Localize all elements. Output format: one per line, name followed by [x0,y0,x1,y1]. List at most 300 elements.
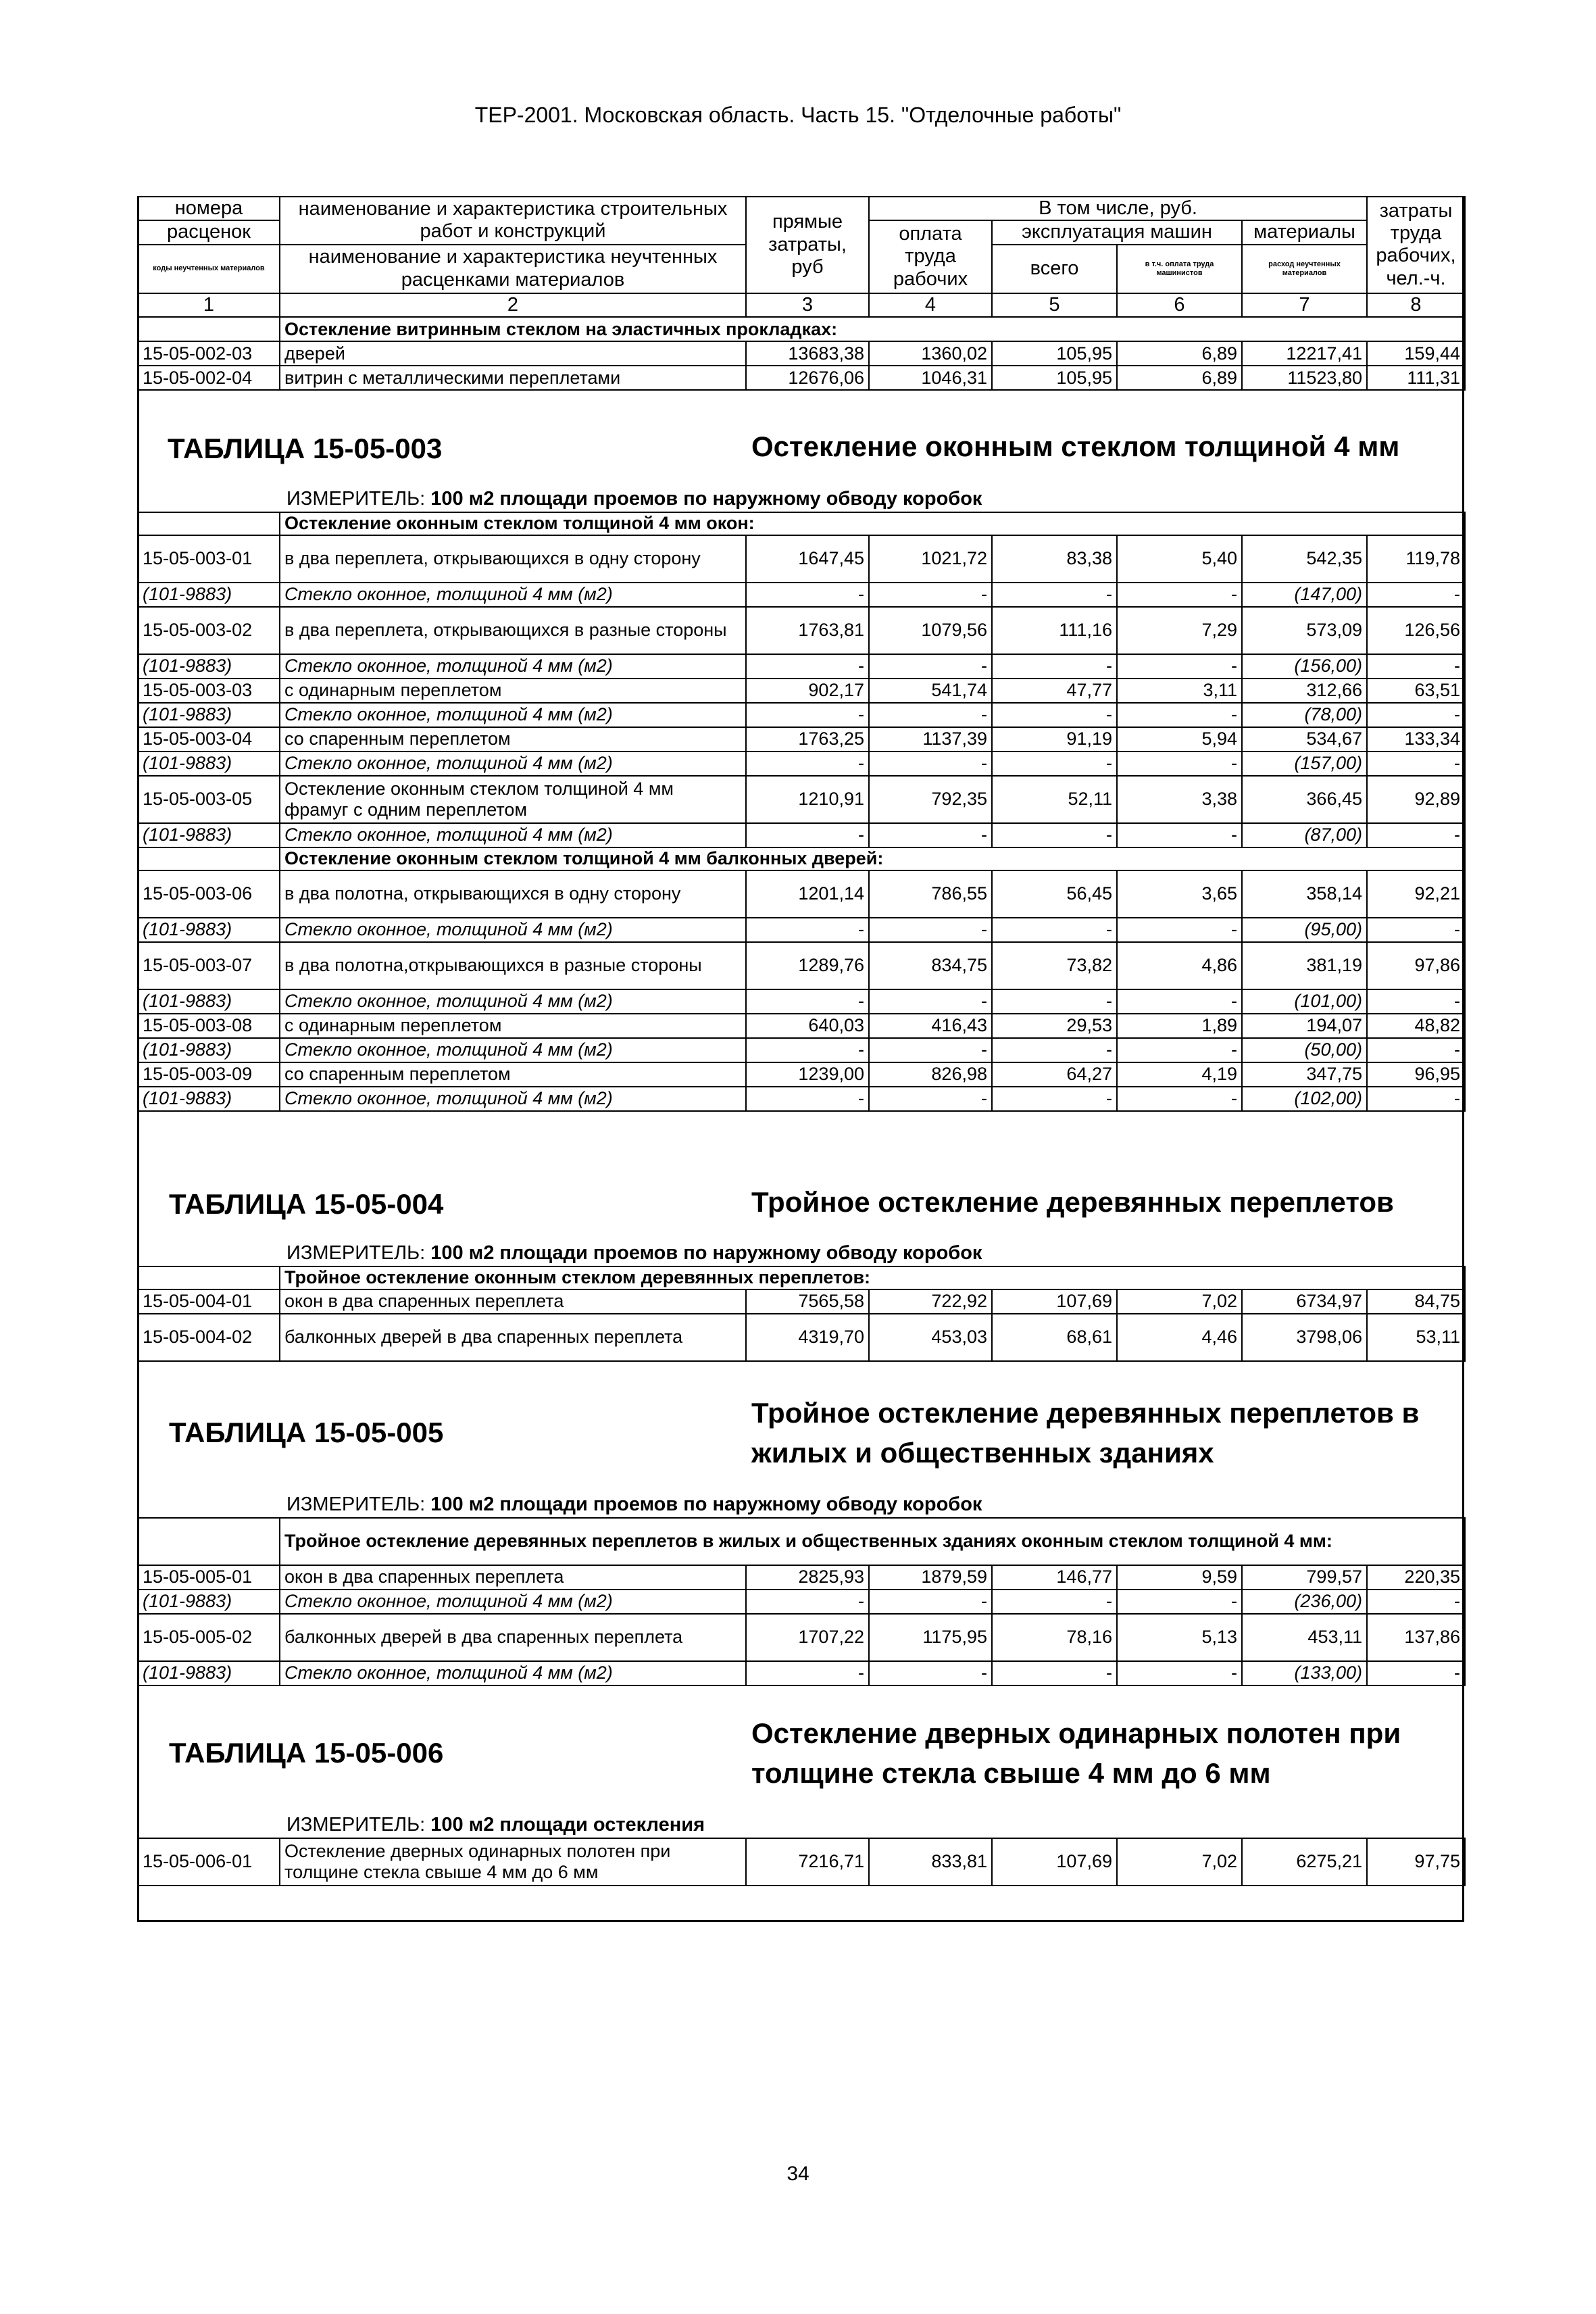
row-name: окон в два спаренных переплета [280,1565,746,1590]
table-006-title: ТАБЛИЦА 15-05-006 [169,1737,444,1769]
header-num-4: 4 [869,293,992,317]
section-heading: Остекление витринным стеклом на эластичных прокладках: [280,317,1465,341]
material-quantity: (157,00) [1242,752,1367,776]
table-row [138,776,1465,823]
row-labor-hours: 92,89 [1367,776,1465,823]
row-code: 15-05-003-09 [138,1062,280,1087]
material-dash: - [746,823,869,847]
table-005-measure [286,1494,982,1516]
row-direct-costs: 1763,25 [746,727,869,752]
description-line: жилых и общественных зданиях [751,1436,1214,1469]
material-name: Стекло оконное, толщиной 4 мм (м2) [280,823,746,847]
table-row [138,341,1465,366]
material-dash: - [746,1590,869,1614]
row-materials: 381,19 [1242,942,1367,989]
table-006-grid [137,1838,1466,1886]
material-quantity: (95,00) [1242,918,1367,942]
row-machines-total: 91,19 [992,727,1117,752]
description-line: Остекление дверных одинарных полотен при [751,1717,1401,1749]
row-machinist-pay: 3,38 [1117,776,1242,823]
material-dash: - [746,1038,869,1062]
row-labor-hours: 48,82 [1367,1014,1465,1038]
material-dash: - [1117,752,1242,776]
material-name: Стекло оконное, толщиной 4 мм (м2) [280,752,746,776]
material-dash: - [746,1661,869,1685]
row-labor-hours: 126,56 [1367,607,1465,654]
material-dash: - [869,654,992,679]
table-003-grid [137,512,1466,1112]
row-direct-costs: 1289,76 [746,942,869,989]
material-name: Стекло оконное, толщиной 4 мм (м2) [280,583,746,607]
header-num-7: 7 [1242,293,1367,317]
material-code: (101-9883) [138,654,280,679]
material-quantity: (147,00) [1242,583,1367,607]
row-name: дверей [280,341,746,366]
row-labor-hours: 63,51 [1367,679,1465,703]
material-dash: - [992,1590,1117,1614]
row-labor-hours: 220,35 [1367,1565,1465,1590]
material-dash: - [1367,989,1465,1014]
header-num-8: 8 [1367,293,1465,317]
table-row [138,1289,1465,1314]
material-dash: - [992,752,1117,776]
section-heading: Тройное остекление оконным стеклом деревянных переплетов: [280,1266,1465,1289]
row-labor-pay: 453,03 [869,1314,992,1361]
header-col1-bottom: коды неучтенных материалов [138,245,280,293]
material-dash: - [1367,752,1465,776]
header-num-1: 1 [138,293,280,317]
table-005-title: ТАБЛИЦА 15-05-005 [169,1417,444,1448]
material-row [138,823,1465,847]
row-labor-hours: 97,75 [1367,1838,1465,1886]
material-dash: - [992,989,1117,1014]
material-dash: - [992,703,1117,727]
material-name: Стекло оконное, толщиной 4 мм (м2) [280,1590,746,1614]
material-dash: - [992,823,1117,847]
row-name: окон в два спаренных переплета [280,1289,746,1314]
material-row [138,654,1465,679]
measure-text: 100 м2 площади проемов по наружному обводу коробок [430,1242,982,1264]
row-code: 15-05-006-01 [138,1838,280,1886]
material-dash: - [869,1661,992,1685]
row-labor-pay: 416,43 [869,1014,992,1038]
row-name: в два полотна, открывающихся в одну сторону [280,870,746,918]
measure-label: ИЗМЕРИТЕЛЬ: [286,488,426,510]
table-row [138,535,1465,583]
material-code: (101-9883) [138,1087,280,1111]
row-machines-total: 107,69 [992,1838,1117,1886]
row-labor-pay: 722,92 [869,1289,992,1314]
header-col1-top: номера [138,197,280,220]
row-name: балконных дверей в два спаренных переплета [280,1314,746,1361]
row-code: 15-05-003-03 [138,679,280,703]
material-dash: - [1367,654,1465,679]
row-direct-costs: 1707,22 [746,1614,869,1661]
row-machinist-pay: 3,11 [1117,679,1242,703]
table-004-title: ТАБЛИЦА 15-05-004 [169,1188,444,1220]
row-direct-costs: 7216,71 [746,1838,869,1886]
row-materials: 312,66 [1242,679,1367,703]
table-006-measure [286,1814,705,1836]
table-row [138,1314,1465,1361]
row-machinist-pay: 6,89 [1117,341,1242,366]
material-name: Стекло оконное, толщиной 4 мм (м2) [280,918,746,942]
row-code: 15-05-002-03 [138,341,280,366]
row-machinist-pay: 7,02 [1117,1289,1242,1314]
row-machines-total: 52,11 [992,776,1117,823]
material-dash: - [1117,823,1242,847]
row-machines-total: 47,77 [992,679,1117,703]
material-code: (101-9883) [138,918,280,942]
measure-label: ИЗМЕРИТЕЛЬ: [286,1814,426,1836]
header-col2-bottom: наименование и характеристика неучтенных расценками материалов [280,245,746,293]
row-direct-costs: 640,03 [746,1014,869,1038]
row-machinist-pay: 5,13 [1117,1614,1242,1661]
material-dash: - [746,583,869,607]
material-dash: - [746,703,869,727]
row-labor-hours: 159,44 [1367,341,1465,366]
row-materials: 347,75 [1242,1062,1367,1087]
section-heading: Остекление оконным стеклом толщиной 4 мм балконных дверей: [280,847,1465,870]
material-quantity: (87,00) [1242,823,1367,847]
description-line: Тройное остекление деревянных переплетов в [751,1397,1420,1429]
material-name: Стекло оконное, толщиной 4 мм (м2) [280,1087,746,1111]
row-direct-costs: 1239,00 [746,1062,869,1087]
page-number: 34 [787,2163,809,2185]
row-machinist-pay: 4,86 [1117,942,1242,989]
row-machines-total: 105,95 [992,341,1117,366]
row-labor-pay: 1175,95 [869,1614,992,1661]
material-dash: - [992,1087,1117,1111]
row-direct-costs: 2825,93 [746,1565,869,1590]
row-labor-pay: 1879,59 [869,1565,992,1590]
material-row [138,918,1465,942]
row-machinist-pay: 4,46 [1117,1314,1242,1361]
description-line: толщине стекла свыше 4 мм до 6 мм [751,1756,1271,1789]
material-dash: - [1367,1590,1465,1614]
column-header-table [137,196,1466,391]
material-quantity: (133,00) [1242,1661,1367,1685]
row-direct-costs: 1763,81 [746,607,869,654]
header-num-2: 2 [280,293,746,317]
row-labor-pay: 1137,39 [869,727,992,752]
row-materials: 194,07 [1242,1014,1367,1038]
material-dash: - [1117,1590,1242,1614]
header-num-5: 5 [992,293,1117,317]
material-code: (101-9883) [138,823,280,847]
row-code: 15-05-003-07 [138,942,280,989]
row-code: 15-05-005-01 [138,1565,280,1590]
row-code: 15-05-004-02 [138,1314,280,1361]
table-005-grid [137,1517,1466,1686]
row-labor-pay: 834,75 [869,942,992,989]
material-row [138,1590,1465,1614]
material-dash: - [992,583,1117,607]
row-labor-hours: 53,11 [1367,1314,1465,1361]
table-004-measure [286,1242,982,1264]
table-006-description [751,1714,1401,1794]
header-col1-mid: расценок [138,220,280,244]
header-col6: в т.ч. оплата труда машинистов [1117,245,1242,293]
material-dash: - [1117,918,1242,942]
material-dash: - [869,752,992,776]
row-materials: 366,45 [1242,776,1367,823]
row-materials: 6734,97 [1242,1289,1367,1314]
table-003-measure [286,488,982,510]
row-code: 15-05-003-01 [138,535,280,583]
row-name: с одинарным переплетом [280,679,746,703]
row-labor-pay: 1079,56 [869,607,992,654]
row-machinist-pay: 5,40 [1117,535,1242,583]
material-dash: - [992,1038,1117,1062]
row-name: со спаренным переплетом [280,727,746,752]
material-dash: - [746,918,869,942]
header-num-3: 3 [746,293,869,317]
material-quantity: (50,00) [1242,1038,1367,1062]
material-quantity: (101,00) [1242,989,1367,1014]
row-machines-total: 78,16 [992,1614,1117,1661]
material-code: (101-9883) [138,1661,280,1685]
table-row [138,870,1465,918]
material-row [138,989,1465,1014]
material-name: Стекло оконное, толщиной 4 мм (м2) [280,1038,746,1062]
row-machinist-pay: 1,89 [1117,1014,1242,1038]
row-direct-costs: 7565,58 [746,1289,869,1314]
row-machinist-pay: 9,59 [1117,1565,1242,1590]
row-labor-pay: 1360,02 [869,341,992,366]
row-name: балконных дверей в два спаренных переплета [280,1614,746,1661]
measure-text: 100 м2 площади остекления [430,1814,705,1836]
material-dash: - [1117,703,1242,727]
row-direct-costs: 12676,06 [746,366,869,390]
material-dash: - [1367,583,1465,607]
material-code: (101-9883) [138,583,280,607]
material-quantity: (78,00) [1242,703,1367,727]
row-labor-hours: 133,34 [1367,727,1465,752]
material-row [138,583,1465,607]
table-004-description: Тройное остекление деревянных переплетов [751,1186,1394,1218]
material-dash: - [869,1038,992,1062]
row-machines-total: 29,53 [992,1014,1117,1038]
material-dash: - [869,1590,992,1614]
material-dash: - [746,989,869,1014]
row-machinist-pay: 7,29 [1117,607,1242,654]
table-004-grid [137,1266,1466,1362]
material-name: Стекло оконное, толщиной 4 мм (м2) [280,654,746,679]
material-row [138,703,1465,727]
header-col4: оплата труда рабочих [869,220,992,293]
row-machines-total: 107,69 [992,1289,1117,1314]
row-machinist-pay: 5,94 [1117,727,1242,752]
row-machines-total: 64,27 [992,1062,1117,1087]
header-machines: эксплуатация машин [992,220,1242,244]
row-code: 15-05-003-06 [138,870,280,918]
row-name: Остекление дверных одинарных полотен при толщине стекла свыше 4 мм до 6 мм [280,1838,746,1886]
row-labor-hours: 84,75 [1367,1289,1465,1314]
material-dash: - [1367,1661,1465,1685]
measure-text: 100 м2 площади проемов по наружному обводу коробок [430,488,982,510]
row-code: 15-05-003-05 [138,776,280,823]
row-name: в два полотна,открывающихся в разные стороны [280,942,746,989]
row-materials: 799,57 [1242,1565,1367,1590]
row-materials: 453,11 [1242,1614,1367,1661]
row-machines-total: 105,95 [992,366,1117,390]
row-materials: 573,09 [1242,607,1367,654]
material-dash: - [869,918,992,942]
material-dash: - [1367,918,1465,942]
row-materials: 11523,80 [1242,366,1367,390]
material-row [138,1087,1465,1111]
material-dash: - [1117,989,1242,1014]
material-dash: - [746,1087,869,1111]
material-code: (101-9883) [138,1038,280,1062]
row-labor-hours: 96,95 [1367,1062,1465,1087]
row-machines-total: 56,45 [992,870,1117,918]
row-code: 15-05-002-04 [138,366,280,390]
row-labor-pay: 1046,31 [869,366,992,390]
row-code: 15-05-004-01 [138,1289,280,1314]
material-dash: - [869,583,992,607]
row-direct-costs: 902,17 [746,679,869,703]
row-machines-total: 146,77 [992,1565,1117,1590]
measure-label: ИЗМЕРИТЕЛЬ: [286,1242,426,1264]
row-labor-hours: 111,31 [1367,366,1465,390]
material-name: Стекло оконное, толщиной 4 мм (м2) [280,989,746,1014]
row-machinist-pay: 4,19 [1117,1062,1242,1087]
material-dash: - [1117,1661,1242,1685]
material-dash: - [1367,1087,1465,1111]
table-row [138,1062,1465,1087]
section-heading: Тройное остекление деревянных переплетов в жилых и общественных зданиях оконным стеклом толщиной 4 мм: [280,1518,1465,1565]
table-row [138,942,1465,989]
material-code: (101-9883) [138,1590,280,1614]
row-code: 15-05-005-02 [138,1614,280,1661]
row-code: 15-05-003-08 [138,1014,280,1038]
row-direct-costs: 13683,38 [746,341,869,366]
row-machinist-pay: 3,65 [1117,870,1242,918]
row-materials: 3798,06 [1242,1314,1367,1361]
material-dash: - [1117,654,1242,679]
material-name: Стекло оконное, толщиной 4 мм (м2) [280,1661,746,1685]
row-machinist-pay: 6,89 [1117,366,1242,390]
table-003 [137,512,1464,1112]
table-row [138,1565,1465,1590]
table-row [138,607,1465,654]
row-labor-hours: 92,21 [1367,870,1465,918]
material-code: (101-9883) [138,752,280,776]
row-name: в два переплета, открывающихся в разные стороны [280,607,746,654]
measure-text: 100 м2 площади проемов по наружному обводу коробок [430,1494,982,1515]
row-machines-total: 73,82 [992,942,1117,989]
material-dash: - [746,654,869,679]
row-code: 15-05-003-04 [138,727,280,752]
material-name: Стекло оконное, толщиной 4 мм (м2) [280,703,746,727]
header-col7: расход неучтенных материалов [1242,245,1367,293]
row-machines-total: 111,16 [992,607,1117,654]
material-dash: - [992,654,1117,679]
table-row [138,1838,1465,1886]
material-dash: - [869,703,992,727]
material-dash: - [746,752,869,776]
table-header-block [137,196,1464,391]
material-dash: - [869,823,992,847]
table-row [138,1014,1465,1038]
row-labor-pay: 833,81 [869,1838,992,1886]
table-003-description: Остекление оконным стеклом толщиной 4 мм [751,430,1400,462]
table-row [138,679,1465,703]
material-dash: - [1367,823,1465,847]
row-materials: 6275,21 [1242,1838,1367,1886]
header-materials: материалы [1242,220,1367,244]
table-006 [137,1838,1464,1886]
material-dash: - [1117,1038,1242,1062]
header-col8: затраты труда рабочих, чел.-ч. [1367,197,1465,293]
row-labor-pay: 541,74 [869,679,992,703]
header-col5: всего [992,245,1117,293]
row-name: Остекление оконным стеклом толщиной 4 мм фрамуг с одним переплетом [280,776,746,823]
material-quantity: (102,00) [1242,1087,1367,1111]
row-labor-hours: 137,86 [1367,1614,1465,1661]
row-direct-costs: 1210,91 [746,776,869,823]
row-materials: 358,14 [1242,870,1367,918]
header-col2-top: наименование и характеристика строительных работ и конструкций [280,197,746,245]
header-num-6: 6 [1117,293,1242,317]
measure-label: ИЗМЕРИТЕЛЬ: [286,1494,426,1515]
section-heading: Остекление оконным стеклом толщиной 4 мм окон: [280,512,1465,535]
table-005-description [751,1394,1419,1473]
row-materials: 534,67 [1242,727,1367,752]
row-name: в два переплета, открывающихся в одну сторону [280,535,746,583]
row-direct-costs: 1647,45 [746,535,869,583]
material-quantity: (156,00) [1242,654,1367,679]
material-dash: - [1117,583,1242,607]
table-row [138,1614,1465,1661]
row-materials: 542,35 [1242,535,1367,583]
material-row [138,1038,1465,1062]
material-dash: - [1117,1087,1242,1111]
row-name: с одинарным переплетом [280,1014,746,1038]
material-code: (101-9883) [138,989,280,1014]
row-machinist-pay: 7,02 [1117,1838,1242,1886]
table-004 [137,1266,1464,1362]
row-name: со спаренным переплетом [280,1062,746,1087]
row-machines-total: 83,38 [992,535,1117,583]
row-direct-costs: 4319,70 [746,1314,869,1361]
row-code: 15-05-003-02 [138,607,280,654]
row-direct-costs: 1201,14 [746,870,869,918]
header-group: В том числе, руб. [869,197,1367,220]
row-labor-pay: 792,35 [869,776,992,823]
material-quantity: (236,00) [1242,1590,1367,1614]
material-dash: - [992,918,1117,942]
material-dash: - [869,1087,992,1111]
header-col3: прямые затраты, руб [746,197,869,293]
material-dash: - [1367,703,1465,727]
row-labor-pay: 786,55 [869,870,992,918]
row-labor-hours: 119,78 [1367,535,1465,583]
row-machines-total: 68,61 [992,1314,1117,1361]
material-dash: - [992,1661,1117,1685]
material-row [138,752,1465,776]
material-dash: - [869,989,992,1014]
row-labor-hours: 97,86 [1367,942,1465,989]
row-materials: 12217,41 [1242,341,1367,366]
row-name: витрин с металлическими переплетами [280,366,746,390]
row-labor-pay: 826,98 [869,1062,992,1087]
page-header: ТЕР-2001. Московская область. Часть 15. "Отделочные работы" [474,103,1122,127]
table-003-title: ТАБЛИЦА 15-05-003 [168,433,443,464]
material-code: (101-9883) [138,703,280,727]
